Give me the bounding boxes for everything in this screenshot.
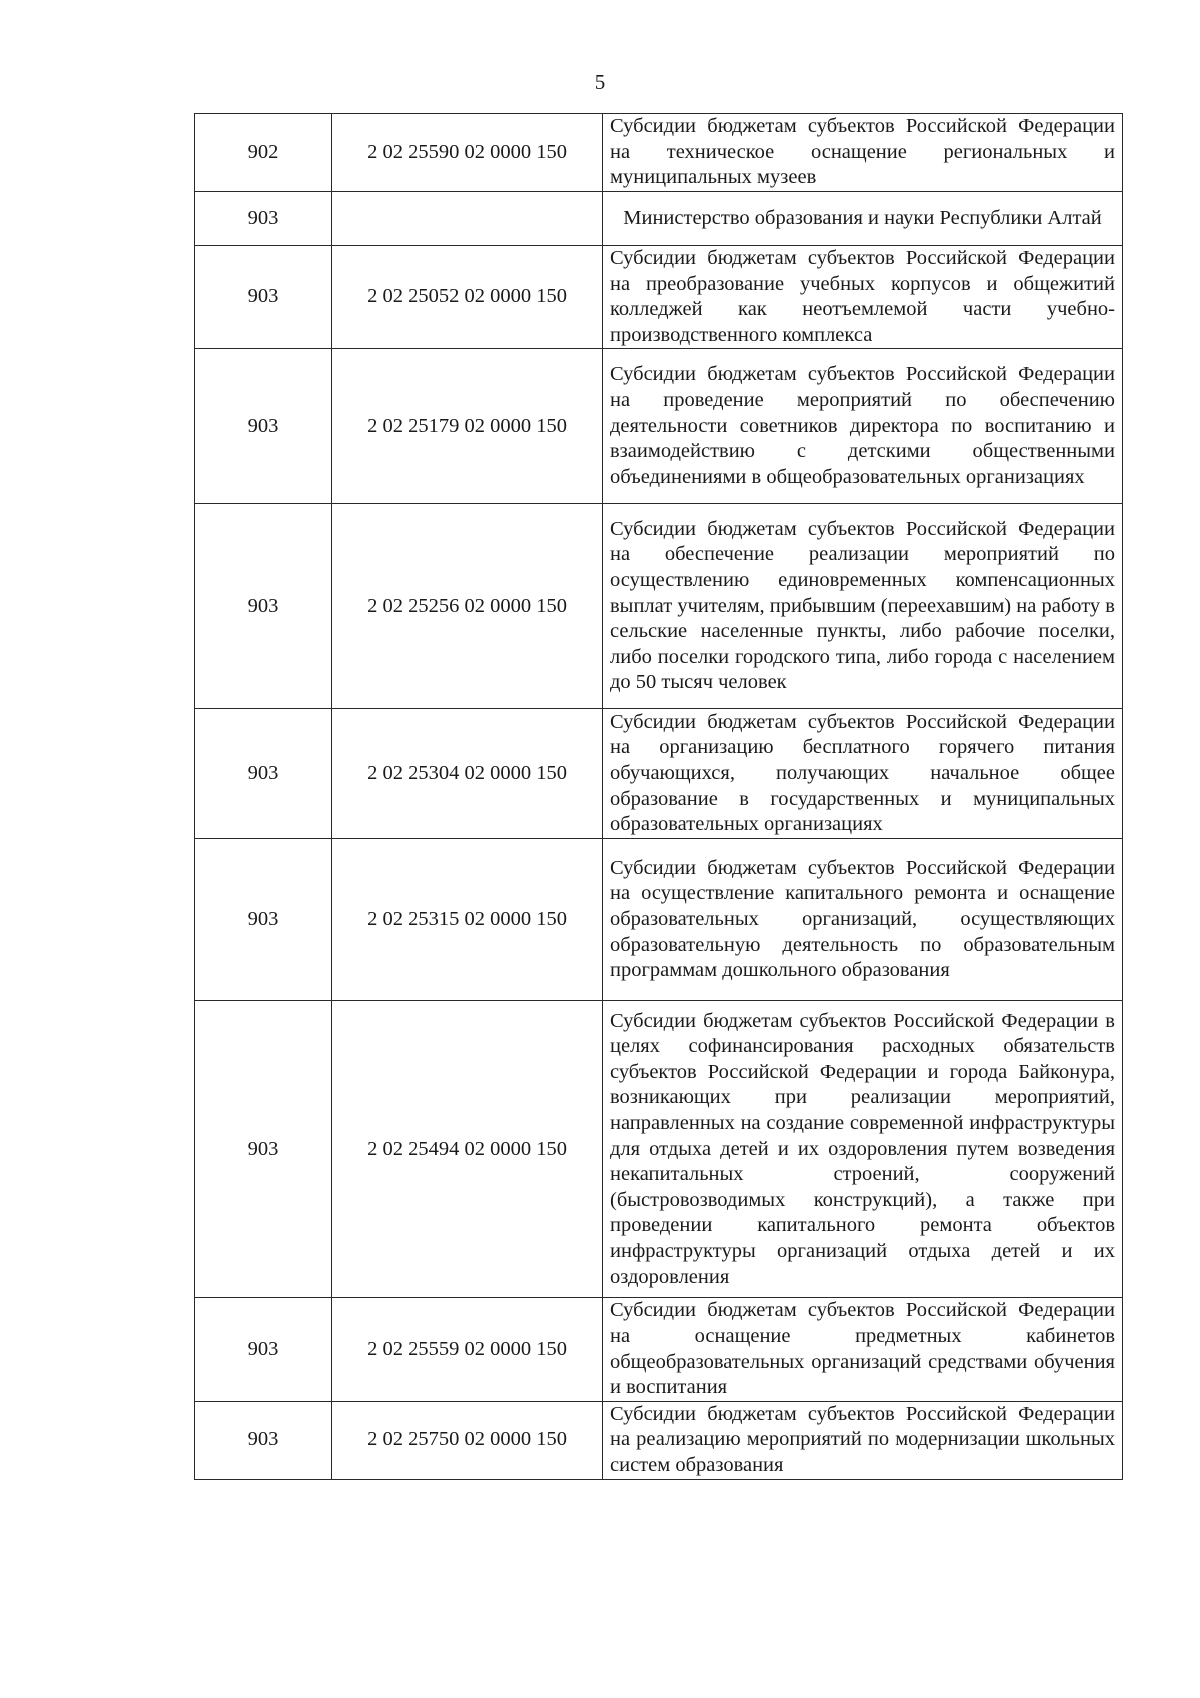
admin-code-cell: 903: [195, 1401, 332, 1479]
table-row: [195, 1401, 1123, 1479]
income-code-cell: 2 02 25494 02 0000 150: [332, 1001, 603, 1298]
admin-code-cell: 903: [195, 246, 332, 349]
description-cell: Субсидии бюджетам субъектов Российской Федерации на оснащение предметных кабинетов общеобразовательных организаций средствами обучения и воспитания: [603, 1298, 1123, 1401]
description-cell: Субсидии бюджетам субъектов Российской Федерации на техническое оснащение региональных и муниципальных музеев: [603, 114, 1123, 192]
income-code-cell: [332, 192, 603, 246]
income-code-cell: 2 02 25750 02 0000 150: [332, 1401, 603, 1479]
table-row: [195, 1298, 1123, 1401]
admin-code-cell: 903: [195, 709, 332, 839]
admin-code-cell: 903: [195, 1001, 332, 1298]
admin-code-cell: 903: [195, 192, 332, 246]
table-row: [195, 1001, 1123, 1298]
description-cell: Субсидии бюджетам субъектов Российской Федерации на обеспечение реализации мероприятий по осуществлению единовременных компенсационных выплат учителям, прибывшим (переехавшим) на работу в сельские населенные пункты, либо рабочие поселки, либо поселки городского типа, либо города с населением до 50 тысяч человек: [603, 504, 1123, 709]
income-code-cell: 2 02 25304 02 0000 150: [332, 709, 603, 839]
income-code-cell: 2 02 25559 02 0000 150: [332, 1298, 603, 1401]
table-row: [195, 709, 1123, 839]
table-row: [195, 839, 1123, 1001]
admin-code-cell: 903: [195, 1298, 332, 1401]
description-cell: Субсидии бюджетам субъектов Российской Федерации на реализацию мероприятий по модернизации школьных систем образования: [603, 1401, 1123, 1479]
ministry-heading-cell: Министерство образования и науки Республики Алтай: [603, 192, 1123, 246]
income-code-cell: 2 02 25590 02 0000 150: [332, 114, 603, 192]
table-row: [195, 504, 1123, 709]
description-cell: Субсидии бюджетам субъектов Российской Федерации на осуществление капитального ремонта и оснащение образовательных организаций, осуществляющих образовательную деятельность по образовательным программам дошкольного образования: [603, 839, 1123, 1001]
description-cell: Субсидии бюджетам субъектов Российской Федерации на организацию бесплатного горячего питания обучающихся, получающих начальное общее образование в государственных и муниципальных образовательных организациях: [603, 709, 1123, 839]
admin-code-cell: 903: [195, 504, 332, 709]
income-code-cell: 2 02 25179 02 0000 150: [332, 349, 603, 504]
admin-code-cell: 903: [195, 839, 332, 1001]
income-code-cell: 2 02 25256 02 0000 150: [332, 504, 603, 709]
table-row-ministry-heading: [195, 192, 1123, 246]
table-row: [195, 114, 1123, 192]
description-cell: Субсидии бюджетам субъектов Российской Федерации в целях софинансирования расходных обязательств субъектов Российской Федерации и города Байконура, возникающих при реализации мероприятий, направленных на создание современной инфраструктуры для отдыха детей и их оздоровления путем возведения некапитальных строений, сооружений (быстровозводимых конструкций), а также при проведении капитального ремонта объектов инфраструктуры организаций отдыха детей и их оздоровления: [603, 1001, 1123, 1298]
table-row: [195, 349, 1123, 504]
description-cell: Субсидии бюджетам субъектов Российской Федерации на преобразование учебных корпусов и общежитий колледжей как неотъемлемой части учебно-производственного комплекса: [603, 246, 1123, 349]
admin-code-cell: 902: [195, 114, 332, 192]
page-number: 5: [594, 70, 606, 94]
description-cell: Субсидии бюджетам субъектов Российской Федерации на проведение мероприятий по обеспечению деятельности советников директора по воспитанию и взаимодействию с детскими общественными объединениями в общеобразовательных организациях: [603, 349, 1123, 504]
income-code-cell: 2 02 25052 02 0000 150: [332, 246, 603, 349]
income-code-cell: 2 02 25315 02 0000 150: [332, 839, 603, 1001]
table-row: [195, 246, 1123, 349]
admin-code-cell: 903: [195, 349, 332, 504]
budget-classification-table: [194, 113, 1123, 1480]
